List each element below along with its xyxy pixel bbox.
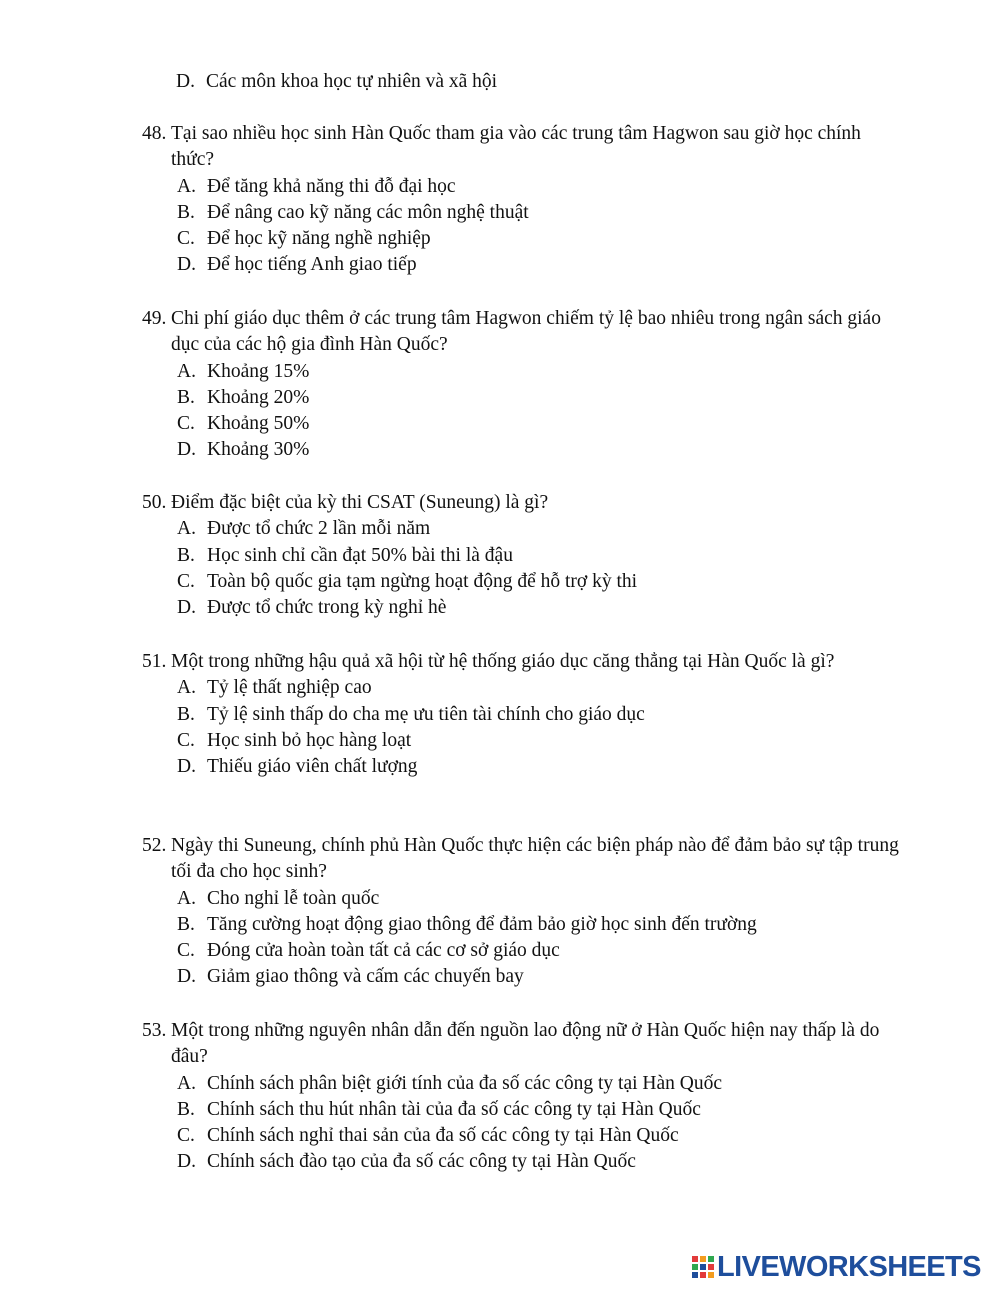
question-stem	[142, 490, 902, 516]
option-d[interactable]	[177, 1149, 902, 1175]
question-text: Tại sao nhiều học sinh Hàn Quốc tham gia vào các trung tâm Hagwon sau giờ học chính thức?	[171, 123, 861, 171]
option-letter: D.	[177, 756, 196, 778]
option-text: Để học kỹ năng nghề nghiệp	[207, 228, 431, 250]
option-text: Để tăng khả năng thi đỗ đại học	[207, 175, 456, 197]
option-text: Khoảng 30%	[207, 439, 310, 461]
question-number: 51.	[142, 651, 167, 672]
question-text: Chi phí giáo dục thêm ở các trung tâm Hagwon chiếm tỷ lệ bao nhiêu trong ngân sách giáo dục của các hộ gia đình Hàn Quốc?	[171, 308, 881, 356]
option-letter: B.	[177, 201, 195, 223]
option-a[interactable]	[177, 516, 902, 542]
option-b[interactable]	[177, 385, 902, 411]
option-list	[142, 886, 902, 991]
option-letter: A.	[177, 677, 196, 699]
question-text: Điểm đặc biệt của kỳ thi CSAT (Suneung) là gì?	[171, 492, 549, 513]
option-text: Đóng cửa hoàn toàn tất cả các cơ sở giáo dục	[207, 940, 560, 962]
option-a[interactable]	[177, 359, 902, 385]
option-b[interactable]	[177, 912, 902, 938]
option-d[interactable]	[177, 964, 902, 990]
option-c[interactable]	[177, 728, 902, 754]
option-text: Tăng cường hoạt động giao thông để đảm bảo giờ học sinh đến trường	[207, 913, 757, 935]
option-c[interactable]	[177, 226, 902, 252]
option-text: Cho nghỉ lễ toàn quốc	[207, 887, 380, 909]
option-d[interactable]	[177, 252, 902, 278]
carryover-option	[176, 69, 1000, 95]
option-text: Học sinh chỉ cần đạt 50% bài thi là đậu	[207, 544, 513, 566]
option-text: Khoảng 50%	[207, 413, 310, 435]
option-letter: B.	[177, 703, 195, 725]
option-letter: C.	[177, 228, 195, 250]
option-a[interactable]	[177, 675, 902, 701]
option-text: Các môn khoa học tự nhiên và xã hội	[206, 71, 498, 92]
option-list	[142, 1071, 902, 1176]
question-number: 50.	[142, 492, 167, 513]
option-letter: A.	[177, 1072, 196, 1094]
option-letter: D.	[177, 439, 196, 461]
question-stem	[142, 121, 902, 174]
option-text: Chính sách đào tạo của đa số các công ty tại Hàn Quốc	[207, 1151, 636, 1173]
liveworksheets-logo[interactable]	[691, 1252, 981, 1282]
option-list	[142, 516, 902, 621]
option-d[interactable]	[177, 754, 902, 780]
option-text: Chính sách nghỉ thai sản của đa số các công ty tại Hàn Quốc	[207, 1125, 679, 1147]
option-letter: B.	[177, 1098, 195, 1120]
question-text: Một trong những hậu quả xã hội từ hệ thống giáo dục căng thẳng tại Hàn Quốc là gì?	[171, 651, 835, 672]
option-text: Thiếu giáo viên chất lượng	[207, 756, 418, 778]
option-letter: C.	[177, 1125, 195, 1147]
option-text: Học sinh bỏ học hàng loạt	[207, 729, 412, 751]
option-b[interactable]	[177, 702, 902, 728]
option-a[interactable]	[177, 1071, 902, 1097]
option-list	[142, 675, 902, 780]
option-a[interactable]	[177, 174, 902, 200]
question-number: 48.	[142, 123, 167, 144]
option-d[interactable]	[177, 595, 902, 621]
question-text: Một trong những nguyên nhân dẫn đến nguồn lao động nữ ở Hàn Quốc hiện nay thấp là do đâu?	[171, 1020, 880, 1068]
option-letter: A.	[177, 360, 196, 382]
option-b[interactable]	[177, 200, 902, 226]
option-c[interactable]	[177, 569, 902, 595]
option-text: Khoảng 20%	[207, 386, 310, 408]
option-letter: D.	[177, 1151, 196, 1173]
question-53	[142, 1018, 902, 1176]
option-list	[142, 359, 902, 464]
option-letter: D.	[177, 254, 196, 276]
option-a[interactable]	[177, 886, 902, 912]
option-text: Khoảng 15%	[207, 360, 310, 382]
option-letter: C.	[177, 570, 195, 592]
question-52	[142, 833, 902, 991]
question-stem	[142, 1018, 902, 1071]
option-c[interactable]	[177, 411, 902, 437]
option-text: Chính sách thu hút nhân tài của đa số các công ty tại Hàn Quốc	[207, 1098, 701, 1120]
question-49	[142, 306, 902, 464]
option-text: Tỷ lệ sinh thấp do cha mẹ ưu tiên tài chính cho giáo dục	[207, 703, 645, 725]
option-letter: B.	[177, 913, 195, 935]
option-letter: A.	[177, 887, 196, 909]
option-letter: B.	[177, 544, 195, 566]
option-letter: C.	[177, 940, 195, 962]
option-letter: D.	[177, 597, 196, 619]
option-text: Toàn bộ quốc gia tạm ngừng hoạt động để hỗ trợ kỳ thi	[207, 570, 638, 592]
option-letter: A.	[177, 175, 196, 197]
question-51	[142, 649, 902, 780]
option-text: Được tổ chức 2 lần mỗi năm	[207, 518, 431, 540]
option-text: Để học tiếng Anh giao tiếp	[207, 254, 417, 276]
question-stem	[142, 649, 902, 675]
option-text: Được tổ chức trong kỳ nghỉ hè	[207, 597, 447, 619]
question-text: Ngày thi Suneung, chính phủ Hàn Quốc thực hiện các biện pháp nào để đảm bảo sự tập trung tối đa cho học sinh?	[171, 835, 899, 883]
option-letter: D.	[177, 966, 196, 988]
option-letter: A.	[177, 518, 196, 540]
option-letter: C.	[177, 729, 195, 751]
question-stem	[142, 833, 902, 886]
option-letter: B.	[177, 386, 195, 408]
option-list	[142, 174, 902, 279]
question-number: 53.	[142, 1020, 167, 1041]
question-number: 49.	[142, 308, 167, 329]
option-letter: D.	[176, 71, 195, 92]
option-text: Tỷ lệ thất nghiệp cao	[207, 677, 372, 699]
option-b[interactable]	[177, 543, 902, 569]
option-text: Để nâng cao kỹ năng các môn nghệ thuật	[207, 201, 529, 223]
liveworksheets-icon	[691, 1254, 715, 1281]
question-48	[142, 121, 902, 279]
option-d[interactable]	[177, 437, 902, 463]
option-text: Giảm giao thông và cấm các chuyến bay	[207, 966, 524, 988]
option-c[interactable]	[177, 1123, 902, 1149]
question-50	[142, 490, 902, 621]
option-c[interactable]	[177, 938, 902, 964]
question-number: 52.	[142, 835, 167, 856]
question-stem	[142, 306, 902, 359]
logo-text: LIVEWORKSHEETS	[717, 1251, 981, 1283]
option-text: Chính sách phân biệt giới tính của đa số các công ty tại Hàn Quốc	[207, 1072, 723, 1094]
option-letter: C.	[177, 413, 195, 435]
option-b[interactable]	[177, 1097, 902, 1123]
